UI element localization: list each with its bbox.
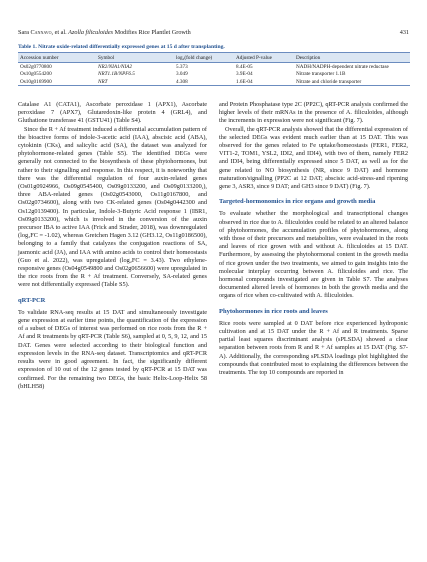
cell-description: Nitrate and chloride transporter	[294, 78, 410, 86]
cell-log2fc: 3.049	[176, 71, 188, 78]
cell-pvalue: 8.4E-05	[236, 63, 253, 70]
header-accession: Accession number	[18, 53, 96, 63]
cell-accession: Os02g0770800	[20, 63, 52, 70]
header-symbol: Symbol	[96, 53, 174, 63]
table-caption: Table 1. Nitrate oxide-related differentially expressed genes at 15 d after transplanting.	[18, 44, 225, 50]
running-title: Sara Cannavo, et al. Azolla filiculoides Modifies Rice Plantlet Growth	[18, 29, 191, 36]
paragraph: To evaluate whether the morphological and transcriptional changes observed in rice due to A. filiculoides could be related to an altered balance of phytohormones, the accumulation profiles of phytohormones, along with those of their precursors and metabolites, were evaluated in the roots and leaves of rice grown with and without A. filiculoides at 15 DAT. Furthermore, by assessing the phytohormonal content in the growth media of rice grown under the two treatments, we aimed to gain insights into the molecular interplay occurring between A. filiculoides and rice. The hormonal compounds investigated are given in Table S7. The analyses documented altered levels of hormones in both the growth media and the organs of rice when co-cultivated with A. filiculoides.	[219, 210, 408, 300]
paragraph: Rice roots were sampled at 0 DAT before rice experienced hydroponic cultivation and at 15 DAT under the R + Af and R treatments. Sparse partial least squares discriminant analysis (sPLSDA) showed a clear separation between roots from R and R + Af samples at 15 DAT (Fig. S7-A). Additionally, the corresponding sPLSDA loadings plot highlighted the compounds that contributed most to explaining the differences between the treatments. The top 10 compounds are reported in	[219, 319, 408, 377]
cell-pvalue: 1.6E-04	[234, 78, 294, 86]
right-column	[219, 101, 408, 377]
paragraph: and Protein Phosphatase type 2C (PP2C), qRT-PCR analysis confirmed the higher levels of their mRNAs in the presence of A. filiculoides, although the increments in expression were not significant (Fig. 7).	[219, 101, 408, 125]
cell-symbol: NR2/NIA1/NIA2	[98, 63, 133, 70]
left-column	[18, 101, 207, 391]
cell-description: NADH/NADPH-dependent nitrate reductase	[296, 63, 389, 70]
running-header	[18, 29, 409, 39]
cell-accession: Os10g0554200	[20, 71, 52, 78]
table-row	[18, 63, 410, 71]
table-row	[18, 71, 410, 78]
header-log2fc: log₂(fold change)	[174, 53, 234, 63]
header-pvalue: Adjusted P-value	[234, 53, 294, 63]
cell-symbol: NRT	[96, 78, 174, 86]
cell-log2fc: 5.373	[176, 63, 188, 70]
cell-log2fc: 4.308	[174, 78, 234, 86]
section-heading-qrtpcr: qRT-PCR	[18, 296, 46, 304]
cell-description: Nitrate transporter 1.1B	[296, 71, 346, 78]
header-description: Description	[294, 53, 410, 63]
paragraph: To validate RNA-seq results at 15 DAT and simultaneously investigate gene expression at earlier time points, the quantification of the expression of a subset of DEGs of interest was performed on rice roots from the R + Af and R treatments by qRT-PCR (Table S6), sampled at 0, 5, 9, 12, and 15 DAT. Genes were selected according to their biological function and expression levels in the RNA-seq dataset. Transcriptomics and qRT-PCR results were in good agreement. In fact, the significantly different expression of 10 out of the 12 genes tested by qRT-PCR at 15 DAT was confirmed. For the remaining two DEGs, the basic Helix-Loop-Helix 58 (bHLH58)	[18, 308, 207, 390]
paragraph: Since the R + Af treatment induced a differential accumulation pattern of the bioactive forms of indole-3-acetic acid (IAA), abscisic acid (ABA), cytokinin (CKs), and salicylic acid (SA), the dataset was analyzed for phytohormone-related genes (Table S5). The identified DEGs were generally not connected to the biosynthesis of these phytohormones, but rather to their signalling and response. In this respect, it is noteworthy that there was the differential regulation of four auxin-related genes (Os01g0924966, Os09g0545400, Os09g0133200, and Os09g0133200,), three ABA-related genes (Os02g0543000, Os11g0167800, and Os02g0734600), along with two CK-related genes (Os04g0442300 and Os12g0139400). In particular, Indole-3-Butyric Acid response 1 (IBR1, Os09g0133200), which is involved in the conversion of the auxin precursor IBA to active IAA (Frick and Strader, 2018), was downregulated (log₂FC = -1.02), whereas Gretchen Hagen 3.12 (GH3.12, Os11g0186500), belonging to a family that catalyzes the conjugation reactions of SA, jasmonic acid (JA), and IAA with amino acids to control their homeostasis (Guo et al. 2022), was upregulated (log₂FC = 3.43). Two ethylene-responsive genes (Os04g0549800 and Os02g0656600) were upregulated in the rice roots from the R + Af treatment. Conversely, SA-related genes were not differentially expressed (Table S5).	[18, 125, 207, 289]
table-header-row	[18, 53, 410, 63]
paragraph: Overall, the qRT-PCR analysis showed that the differential expression of the selected DEGs was evident much earlier than at 15 DAT. This was observed for the genes related to Fe uptake/homeostasis (FER1, FER2, VIT1-2, TOM1, YSL2, IDI2, and IDI4), with two of them, namely FER2 and IDI4, being differentially expressed since 5 DAT, as well as for the gene related to NO biosynthesis (NR, since 9 DAT) and hormone maturation/signalling (PP2C at 12 DAT; abscisic acid-stress-and ripening gene 3, ASR3, since 9 DAT; and GH3 since 9 DAT) (Fig. 7).	[219, 125, 408, 191]
cell-pvalue: 3.9E-04	[236, 71, 253, 78]
nitrate-genes-table	[18, 52, 410, 86]
table-row	[18, 78, 410, 86]
cell-symbol: NRT1.1B/NPF6.5	[98, 71, 135, 78]
section-heading-hormonomics: Targeted-hormonomics in rice organs and growth media	[219, 198, 376, 206]
cell-accession: Os10g0169900	[18, 78, 96, 86]
section-heading-phytohormones: Phytohormones in rice roots and leaves	[219, 307, 328, 315]
page-number: 431	[399, 29, 409, 36]
paragraph: Catalase A1 (CATA1), Ascorbate peroxidase 1 (APX1), Ascorbate peroxidase 7 (APX7), Glutaredoxin-like protein 4 (GRL4), and Gluthatione transferase 41 (GSTU41) (Table S4).	[18, 101, 207, 125]
